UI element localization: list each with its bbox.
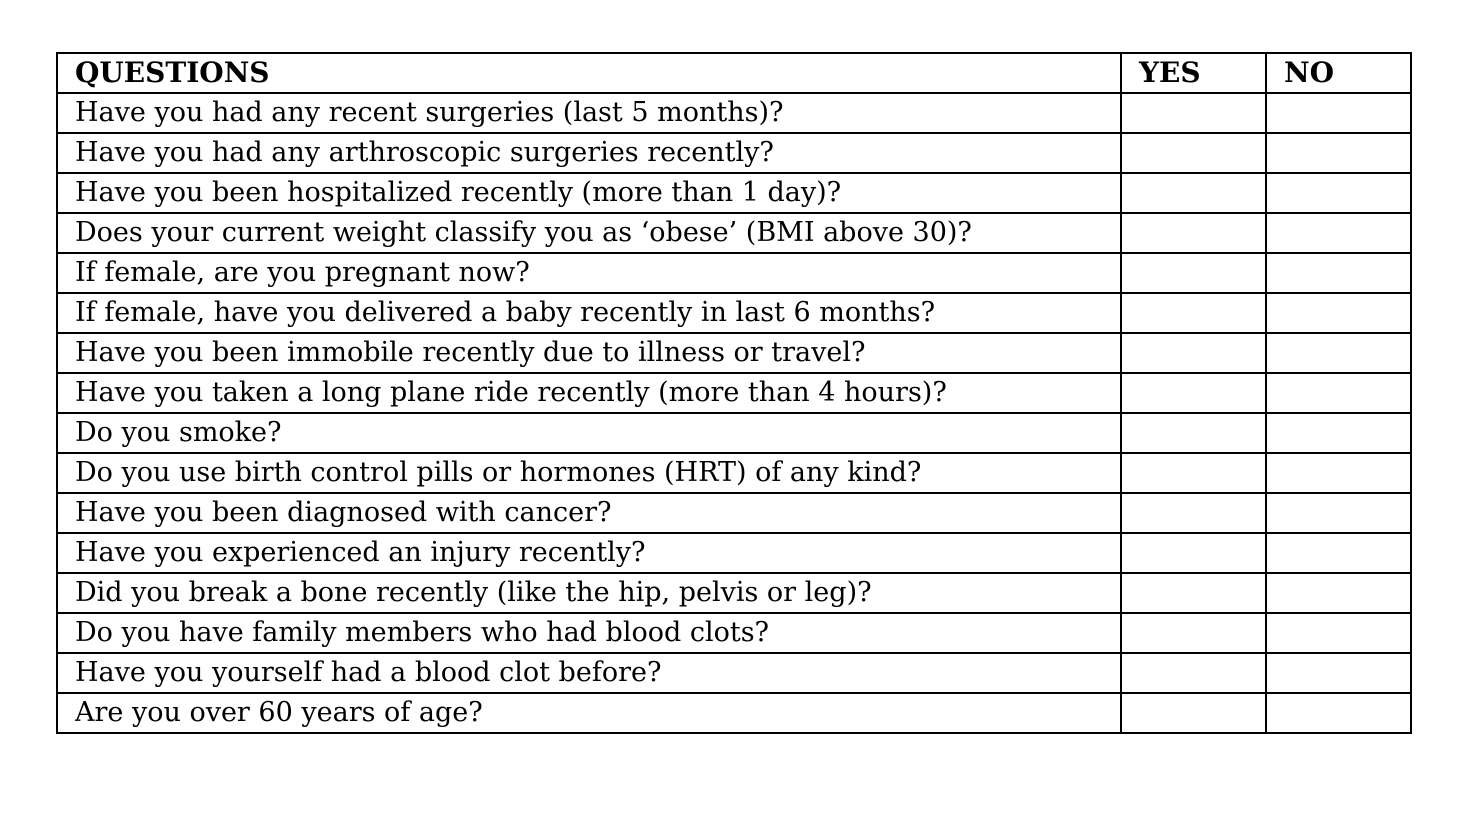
question-text: Do you use birth control pills or hormones (HRT) of any kind?: [57, 453, 1121, 493]
question-row: [57, 173, 1411, 213]
yes-answer-cell[interactable]: [1121, 453, 1266, 493]
question-text: Have you had any recent surgeries (last 5 months)?: [57, 93, 1121, 133]
no-answer-cell[interactable]: [1266, 253, 1411, 293]
yes-answer-cell[interactable]: [1121, 253, 1266, 293]
yes-answer-cell[interactable]: [1121, 173, 1266, 213]
question-row: [57, 253, 1411, 293]
no-answer-cell[interactable]: [1266, 693, 1411, 733]
question-text: If female, are you pregnant now?: [57, 253, 1121, 293]
question-row: [57, 573, 1411, 613]
no-answer-cell[interactable]: [1266, 653, 1411, 693]
no-answer-cell[interactable]: [1266, 493, 1411, 533]
no-answer-cell[interactable]: [1266, 573, 1411, 613]
no-answer-cell[interactable]: [1266, 333, 1411, 373]
question-text: Did you break a bone recently (like the hip, pelvis or leg)?: [57, 573, 1121, 613]
question-row: [57, 213, 1411, 253]
yes-answer-cell[interactable]: [1121, 573, 1266, 613]
question-row: [57, 693, 1411, 733]
question-row: [57, 453, 1411, 493]
question-text: If female, have you delivered a baby recently in last 6 months?: [57, 293, 1121, 333]
no-answer-cell[interactable]: [1266, 213, 1411, 253]
question-text: Do you smoke?: [57, 413, 1121, 453]
question-row: [57, 493, 1411, 533]
questions-header: QUESTIONS: [57, 53, 1121, 93]
question-text: Have you taken a long plane ride recently (more than 4 hours)?: [57, 373, 1121, 413]
question-row: [57, 333, 1411, 373]
yes-answer-cell[interactable]: [1121, 133, 1266, 173]
yes-answer-cell[interactable]: [1121, 213, 1266, 253]
no-answer-cell[interactable]: [1266, 173, 1411, 213]
question-row: [57, 293, 1411, 333]
question-text: Have you been diagnosed with cancer?: [57, 493, 1121, 533]
question-text: Have you had any arthroscopic surgeries recently?: [57, 133, 1121, 173]
questionnaire-sheet: [56, 52, 1410, 734]
yes-answer-cell[interactable]: [1121, 413, 1266, 453]
no-answer-cell[interactable]: [1266, 453, 1411, 493]
question-row: [57, 653, 1411, 693]
header-row: [57, 53, 1411, 93]
question-text: Have you been hospitalized recently (more than 1 day)?: [57, 173, 1121, 213]
question-text: Have you been immobile recently due to illness or travel?: [57, 333, 1121, 373]
yes-answer-cell[interactable]: [1121, 693, 1266, 733]
yes-answer-cell[interactable]: [1121, 293, 1266, 333]
no-answer-cell[interactable]: [1266, 93, 1411, 133]
question-row: [57, 413, 1411, 453]
question-rows: [57, 93, 1411, 733]
question-text: Have you experienced an injury recently?: [57, 533, 1121, 573]
question-text: Are you over 60 years of age?: [57, 693, 1121, 733]
question-row: [57, 373, 1411, 413]
yes-answer-cell[interactable]: [1121, 333, 1266, 373]
yes-answer-cell[interactable]: [1121, 533, 1266, 573]
yes-answer-cell[interactable]: [1121, 653, 1266, 693]
no-answer-cell[interactable]: [1266, 293, 1411, 333]
no-header: NO: [1266, 53, 1411, 93]
no-answer-cell[interactable]: [1266, 413, 1411, 453]
question-text: Have you yourself had a blood clot before?: [57, 653, 1121, 693]
question-row: [57, 533, 1411, 573]
question-text: Does your current weight classify you as ‘obese’ (BMI above 30)?: [57, 213, 1121, 253]
yes-answer-cell[interactable]: [1121, 373, 1266, 413]
no-answer-cell[interactable]: [1266, 133, 1411, 173]
yes-answer-cell[interactable]: [1121, 93, 1266, 133]
yes-answer-cell[interactable]: [1121, 493, 1266, 533]
question-row: [57, 93, 1411, 133]
questionnaire-table: [56, 52, 1412, 734]
question-text: Do you have family members who had blood clots?: [57, 613, 1121, 653]
no-answer-cell[interactable]: [1266, 373, 1411, 413]
question-row: [57, 133, 1411, 173]
question-row: [57, 613, 1411, 653]
no-answer-cell[interactable]: [1266, 533, 1411, 573]
yes-header: YES: [1121, 53, 1266, 93]
yes-answer-cell[interactable]: [1121, 613, 1266, 653]
no-answer-cell[interactable]: [1266, 613, 1411, 653]
